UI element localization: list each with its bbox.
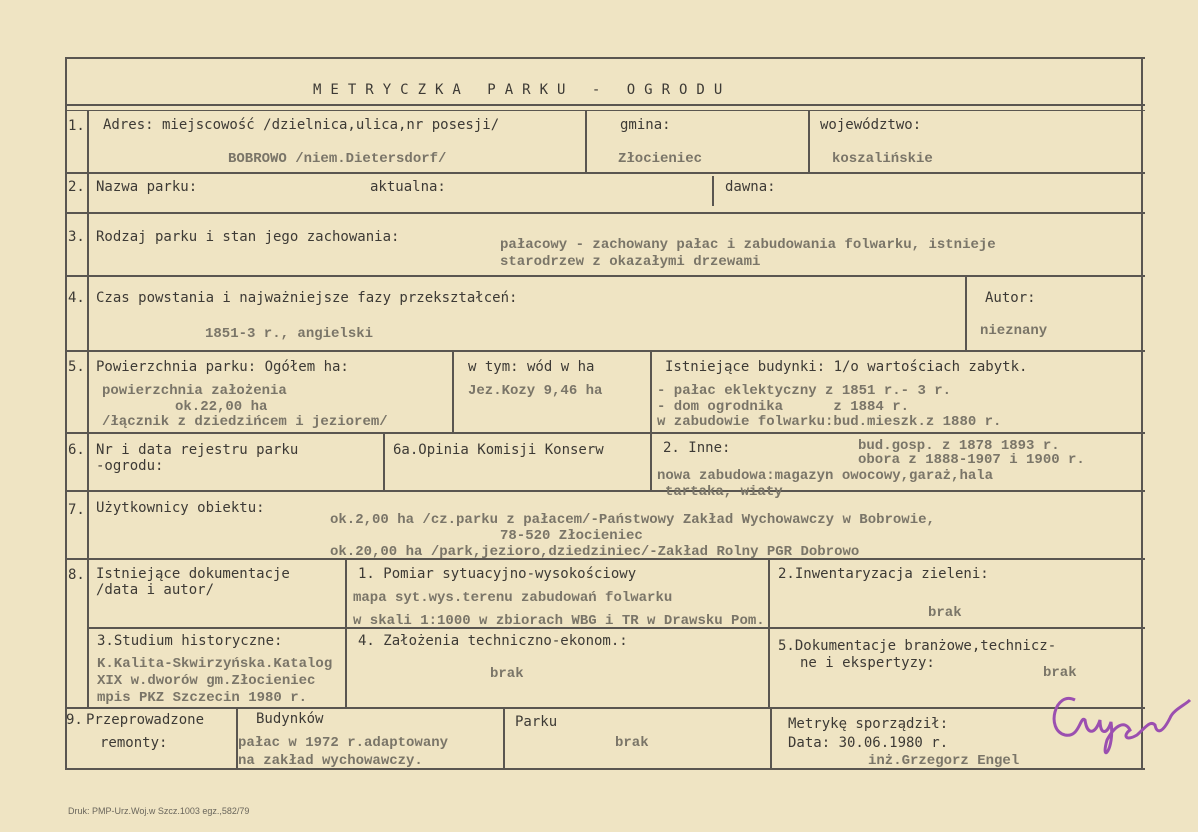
commission-opinion-label: 6a.Opinia Komisji Konserw (393, 442, 604, 458)
buildings-renov-value: pałac w 1972 r.adaptowany (238, 735, 449, 751)
rule (87, 110, 89, 707)
preparer-name: inż.Grzegorz Engel (868, 753, 1020, 769)
park-type-label: Rodzaj parku i stan jego zachowania: (96, 229, 400, 245)
area-label: Powierzchnia parku: Ogółem ha: (96, 359, 349, 375)
gmina-label: gmina: (620, 117, 671, 133)
section-number: 5. (68, 359, 85, 375)
rule (383, 432, 385, 490)
rule (770, 707, 772, 768)
prepared-by-label: Metrykę sporządził: (788, 716, 949, 732)
rule (65, 707, 1145, 709)
section-number: 7. (68, 502, 85, 518)
users-label: Użytkownicy obiektu: (96, 500, 265, 516)
rule (1141, 57, 1143, 770)
area-value: /łącznik z dziedzińcem i jeziorem/ (102, 414, 388, 430)
rule (65, 104, 1145, 106)
rule (65, 275, 1145, 277)
renovations-label: remonty: (100, 735, 168, 751)
address-label: Adres: miejscowość /dzielnica,ulica,nr posesji/ (103, 117, 500, 133)
user-entry: ok.2,00 ha /cz.parku z pałacem/-Państwowy Zakład Wychowawczy w Bobrowie, (330, 512, 935, 528)
park-renov-label: Parku (515, 714, 558, 730)
author-label: Autor: (985, 290, 1036, 306)
documentation-label: Istniejące dokumentacje (96, 566, 290, 582)
branch-docs-label: 5.Dokumentacje branżowe,technicz- (778, 638, 1057, 654)
building-item: - pałac eklektyczny z 1851 r.- 3 r. (657, 383, 952, 399)
area-value: powierzchnia założenia (102, 383, 287, 399)
origin-label: Czas powstania i najważniejsze fazy przekształceń: (96, 290, 518, 306)
water-value: Jez.Kozy 9,46 ha (468, 383, 603, 399)
form-title: METRYCZKA PARKU - OGRODU (313, 82, 732, 98)
signature (1045, 680, 1195, 770)
building-item: w zabudowie folwarku:bud.mieszk.z 1880 r. (657, 414, 1002, 430)
survey-label: 1. Pomiar sytuacyjno-wysokościowy (358, 566, 637, 582)
buildings-renov-value: na zakład wychowawczy. (238, 753, 423, 769)
rule (808, 110, 810, 172)
documentation-label: /data i autor/ (96, 582, 215, 598)
greenery-inventory-value: brak (928, 605, 962, 621)
technical-assumptions-label: 4. Założenia techniczno-ekonom.: (358, 633, 628, 649)
section-number: 4. (68, 290, 85, 306)
author-value: nieznany (980, 323, 1048, 339)
section-number: 8. (68, 567, 85, 583)
technical-assumptions-value: brak (490, 666, 524, 682)
rule (65, 350, 1145, 352)
park-type-value: starodrzew z okazałymi drzewami (500, 254, 761, 270)
origin-value: 1851-3 r., angielski (205, 326, 374, 342)
survey-value: w skali 1:1000 w zbiorach WBG i TR w Drawsku Pom. (353, 613, 765, 629)
rule (965, 275, 967, 350)
rule (345, 558, 347, 707)
other-building: nowa zabudowa:magazyn owocowy,garaż,hala (657, 468, 994, 484)
print-imprint: Druk: PMP-Urz.Woj.w Szcz.1003 egz.,582/79 (68, 806, 250, 816)
rule (650, 350, 652, 490)
former-name-label: dawna: (725, 179, 776, 195)
branch-docs-label: ne i ekspertyzy: (800, 655, 935, 671)
greenery-inventory-label: 2.Inwentaryzacja zieleni: (778, 566, 989, 582)
rule (65, 432, 1145, 434)
rule (768, 558, 770, 707)
rule (65, 110, 1145, 111)
other-building: obora z 1888-1907 i 1900 r. (858, 452, 1085, 468)
rule (503, 707, 505, 768)
gmina-value: Złocieniec (618, 151, 703, 167)
rule (65, 172, 1145, 174)
historical-study-value: XIX w.dworów gm.Złocieniec (97, 673, 316, 689)
historical-study-label: 3.Studium historyczne: (97, 633, 283, 649)
rule (585, 110, 587, 172)
rule (65, 57, 1145, 59)
buildings-renov-label: Budynków (256, 711, 324, 727)
current-name-label: aktualna: (370, 179, 446, 195)
water-label: w tym: wód w ha (468, 359, 595, 375)
park-type-value: pałacowy - zachowany pałac i zabudowania folwarku, istnieje (500, 237, 996, 253)
address-value: BOBROWO /niem.Dietersdorf/ (228, 151, 447, 167)
rule (65, 490, 1145, 492)
rule (65, 57, 67, 770)
buildings-label: Istniejące budynki: 1/o wartościach zabytk. (665, 359, 1028, 375)
section-number: 6. (68, 442, 85, 458)
historical-study-value: K.Kalita-Skwirzyńska.Katalog (97, 656, 333, 672)
section-number: 2. (68, 179, 85, 195)
survey-value: mapa syt.wys.terenu zabudowań folwarku (353, 590, 673, 606)
area-value: ok.22,00 ha (175, 399, 268, 415)
other-building: tartaka, wiaty (665, 484, 783, 500)
voivodeship-value: koszalińskie (832, 151, 933, 167)
date-value: Data: 30.06.1980 r. (788, 735, 949, 751)
park-renov-value: brak (615, 735, 649, 751)
other-label: 2. Inne: (663, 440, 731, 456)
section-number: 3. (68, 229, 85, 245)
rule (452, 350, 454, 432)
branch-docs-value: brak (1043, 665, 1077, 681)
building-item: - dom ogrodnika z 1884 r. (657, 399, 910, 415)
rule (65, 212, 1145, 214)
other-building: bud.gosp. z 1878 1893 r. (858, 438, 1060, 454)
section-number: 9. (66, 712, 83, 728)
user-entry: 78-520 Złocieniec (500, 528, 643, 544)
renovations-label: Przeprowadzone (86, 712, 205, 728)
section-number: 1. (68, 118, 85, 134)
park-name-label: Nazwa parku: (96, 179, 198, 195)
rule (712, 176, 714, 206)
register-label: Nr i data rejestru parku (96, 442, 299, 458)
register-label: -ogrodu: (96, 458, 164, 474)
historical-study-value: mpis PKZ Szczecin 1980 r. (97, 690, 308, 706)
user-entry: ok.20,00 ha /park,jezioro,dziedziniec/-Zakład Rolny PGR Dobrowo (330, 544, 860, 560)
voivodeship-label: województwo: (820, 117, 922, 133)
